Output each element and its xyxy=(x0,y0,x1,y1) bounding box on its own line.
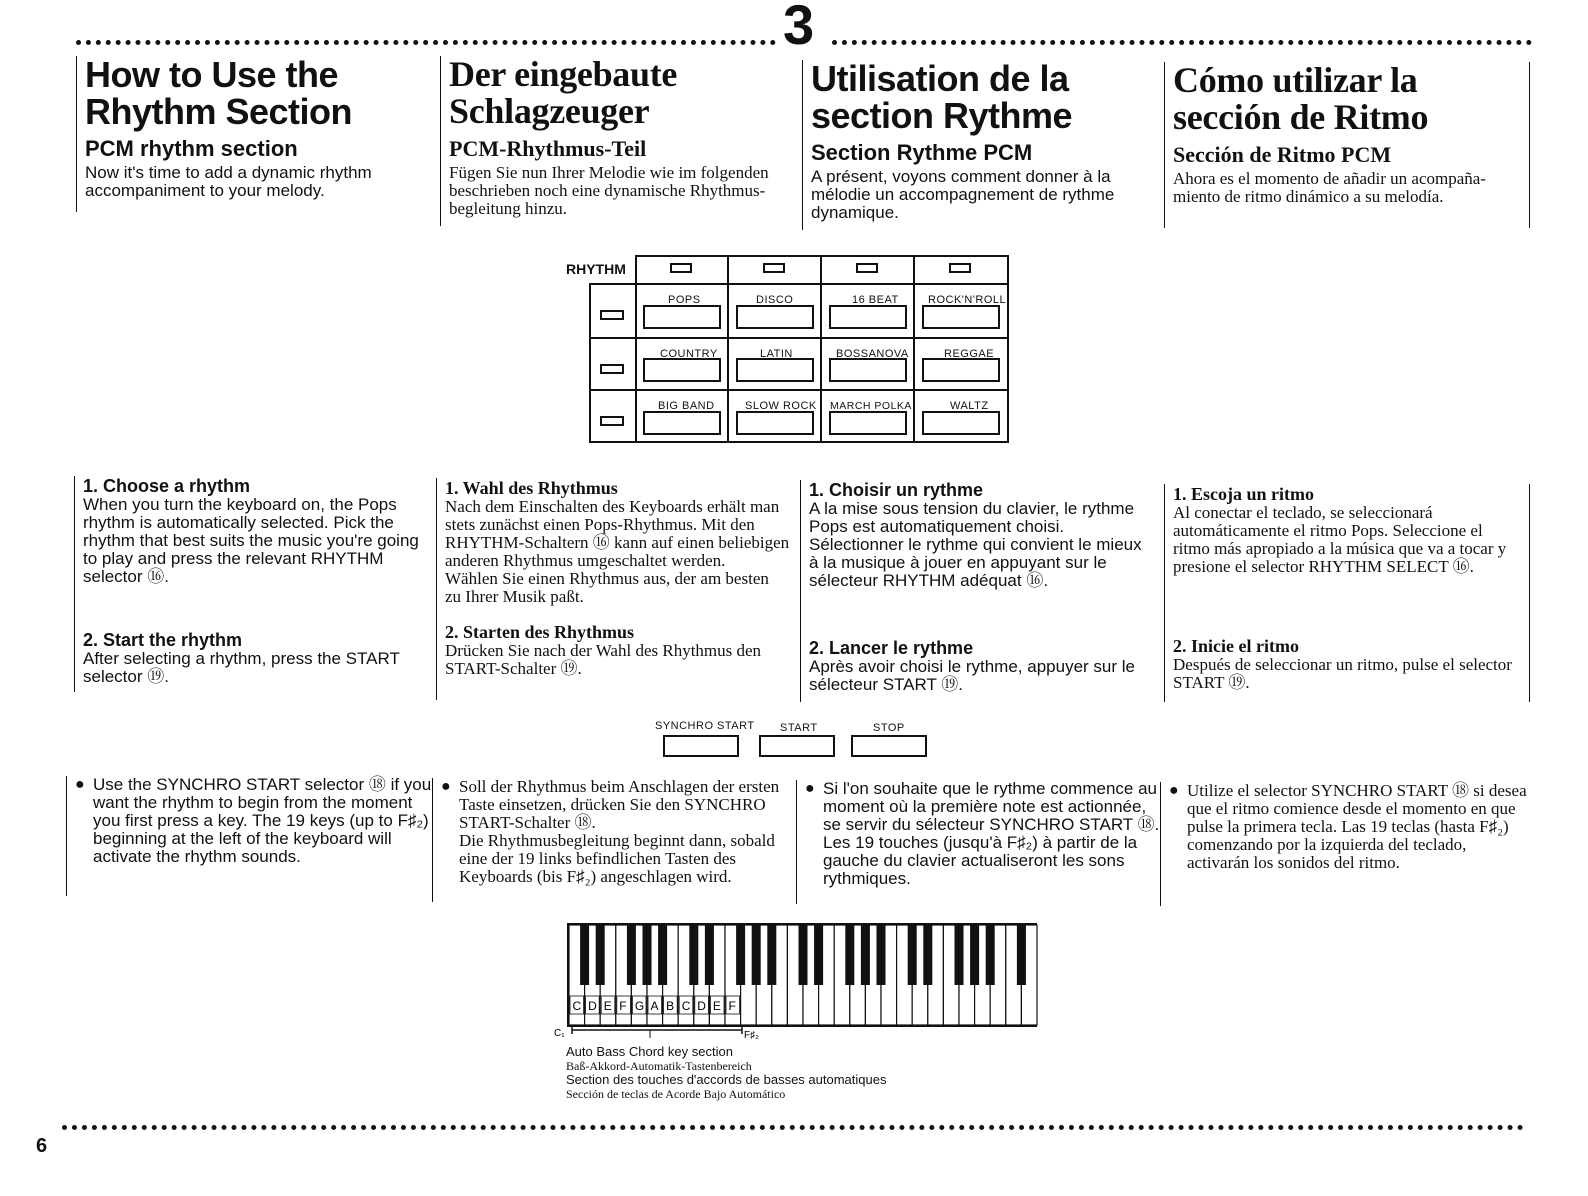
stop-label: STOP xyxy=(873,722,905,734)
column-es-note xyxy=(1160,782,1528,906)
key-letter: D xyxy=(697,999,706,1013)
step2-text-en: After selecting a rhythm, press the START selector ⑲. xyxy=(83,649,400,686)
title-de: Der eingebaute Schlagzeuger xyxy=(449,54,678,131)
column-es-header xyxy=(1164,62,1530,228)
note-es: Utilize el selector SYNCHRO START ⑱ si desea que el ritmo comience desde el momento en que pulse la primera tecla. Las 19 teclas (hasta F♯₂) comenzando por la izquierda del teclado, activarán los sonidos del ritmo. xyxy=(1187,781,1527,872)
black-key xyxy=(1017,925,1026,985)
rhythm-slowrock: SLOW ROCK xyxy=(745,400,817,412)
black-key xyxy=(923,925,932,985)
intro-de: Fügen Sie nun Ihrer Melodie wie im folgenden beschrieben noch eine dynamische Rhythmus-begleitung hinzu. xyxy=(449,163,769,218)
black-key xyxy=(752,925,761,985)
intro-es: Ahora es el momento de añadir un acompaña-miento de ritmo dinámico a su melodía. xyxy=(1173,169,1486,206)
black-key xyxy=(955,925,964,985)
black-key xyxy=(970,925,979,985)
black-key xyxy=(627,925,636,985)
subtitle-en: PCM rhythm section xyxy=(85,136,298,161)
column-de-note xyxy=(432,778,798,902)
note2-de: Die Rhythmusbegleitung beginnt dann, sobald eine der 19 links befindlichen Tasten des Keyboards (bis F♯₂) angeschlagen wird. xyxy=(459,831,775,886)
title-es: Cómo utilizar la sección de Ritmo xyxy=(1173,60,1429,137)
step2-title-de: 2. Starten des Rhythmus xyxy=(445,622,635,642)
range-start-label: C₁ xyxy=(554,1028,565,1039)
black-key xyxy=(861,925,870,985)
rhythm-16beat: 16 BEAT xyxy=(852,294,899,306)
black-key xyxy=(689,925,698,985)
bottom-dotted-rule xyxy=(62,1125,1524,1130)
key-letter: F xyxy=(619,999,627,1013)
column-de-header xyxy=(440,56,800,226)
key-letter: B xyxy=(666,999,675,1013)
key-letter: C xyxy=(681,999,691,1013)
note-fr: Si l'on souhaite que le rythme commence au moment où la première note est actionnée, se servir du sélecteur SYNCHRO START ⑱. Les 19 touches (jusqu'à F♯₂) à partir de la gauche du clavier actualiseront les sons rythmiques. xyxy=(823,779,1160,888)
rhythm-reggae: REGGAE xyxy=(944,348,995,360)
black-key xyxy=(877,925,886,985)
step1-text-de: Nach dem Einschalten des Keyboards erhält man stets zunächst einen Pops-Rhythmus. Mit den RHYTHM-Schaltern ⑯ kann auf einen beliebigen anderen Rhythmus umgeschaltet werden. xyxy=(445,497,790,570)
title-en: How to Use the Rhythm Section xyxy=(85,54,353,132)
key-letter: E xyxy=(603,999,612,1013)
bullet-icon: ● xyxy=(805,780,815,797)
intro-en: Now it's time to add a dynamic rhythm accompaniment to your melody. xyxy=(85,163,372,200)
chapter-marker: 3 xyxy=(783,0,813,56)
page-number: 6 xyxy=(36,1135,48,1157)
step1-text-es: Al conectar el teclado, se seleccionará automáticamente el ritmo Pops. Seleccione el ritmo más apropiado a la música que va a tocar y presione el selector RHYTHM SELECT ⑯. xyxy=(1173,503,1507,576)
column-en-note xyxy=(66,775,432,896)
bullet-icon: ● xyxy=(441,778,451,795)
column-de-steps xyxy=(436,478,798,700)
key-letter: D xyxy=(588,999,597,1013)
control-buttons xyxy=(660,734,930,758)
step2-text-de: Drücken Sie nach der Wahl des Rhythmus den START-Schalter ⑲. xyxy=(445,641,762,678)
note-en: Use the SYNCHRO START selector ⑱ if you want the rhythm to begin from the moment you first press a key. The 19 keys (up to F♯₂) beginning at the left of the keyboard will activate the rhythm sounds. xyxy=(93,775,432,866)
step2-title-en: 2. Start the rhythm xyxy=(83,630,243,650)
keyboard-caption-fr: Section des touches d'accords de basses automatiques xyxy=(566,1072,887,1087)
keyboard-diagram xyxy=(554,922,1046,1046)
rhythm-latin: LATIN xyxy=(760,348,793,360)
black-key xyxy=(658,925,667,985)
black-key xyxy=(986,925,995,985)
black-key xyxy=(767,925,776,985)
key-letter: A xyxy=(650,999,659,1013)
key-letter: C xyxy=(572,999,582,1013)
black-key xyxy=(580,925,589,985)
start-label: START xyxy=(780,722,818,734)
keyboard-caption-en: Auto Bass Chord key section xyxy=(566,1044,733,1059)
step1-text2-de: Wählen Sie einen Rhythmus aus, der am besten zu Ihrer Musik paßt. xyxy=(445,569,769,606)
black-key xyxy=(908,925,917,985)
synchro-start-label: SYNCHRO START xyxy=(655,720,755,732)
rhythm-country: COUNTRY xyxy=(660,348,718,360)
rhythm-disco: DISCO xyxy=(756,294,794,306)
rhythm-marchpolka: MARCH POLKA xyxy=(830,400,912,412)
keyboard-caption-de: Baß-Akkord-Automatik-Tastenbereich xyxy=(566,1059,752,1073)
step2-text-es: Después de seleccionar un ritmo, pulse el selector START ⑲. xyxy=(1173,655,1512,692)
rhythm-rocknroll: ROCK'N'ROLL xyxy=(928,294,1007,306)
step2-title-es: 2. Inicie el ritmo xyxy=(1173,636,1299,656)
top-dotted-rule-right xyxy=(832,40,1532,45)
key-letter: G xyxy=(634,999,645,1013)
rhythm-waltz: WALTZ xyxy=(950,400,989,412)
step1-title-de: 1. Wahl des Rhythmus xyxy=(445,478,618,498)
black-key xyxy=(814,925,823,985)
column-fr-header xyxy=(802,60,1152,230)
column-en-header xyxy=(76,56,416,212)
key-letter: E xyxy=(712,999,721,1013)
black-key xyxy=(736,925,745,985)
black-key xyxy=(705,925,714,985)
key-letter: F xyxy=(728,999,736,1013)
black-key xyxy=(845,925,854,985)
column-es-steps xyxy=(1164,484,1530,702)
step1-title-fr: 1. Choisir un rythme xyxy=(809,480,984,500)
top-dotted-rule xyxy=(76,40,776,45)
title-fr: Utilisation de la section Rythme xyxy=(811,58,1073,136)
intro-fr: A présent, voyons comment donner à la mélodie un accompagnement de rythme dynamique. xyxy=(811,167,1115,222)
subtitle-fr: Section Rythme PCM xyxy=(811,140,1033,165)
black-key xyxy=(643,925,652,985)
black-key xyxy=(596,925,605,985)
step2-title-fr: 2. Lancer le rythme xyxy=(809,638,974,658)
step2-text-fr: Après avoir choisi le rythme, appuyer sur le sélecteur START ⑲. xyxy=(809,657,1135,694)
note-de: Soll der Rhythmus beim Anschlagen der ersten Taste einsetzen, drücken Sie den SYNCHRO START-Schalter ⑱. xyxy=(459,777,780,832)
column-en-steps xyxy=(74,476,430,692)
column-fr-note xyxy=(796,779,1160,904)
subtitle-de: PCM-Rhythmus-Teil xyxy=(449,136,647,161)
column-fr-steps xyxy=(800,480,1160,702)
black-key xyxy=(799,925,808,985)
rhythm-panel-label: RHYTHM xyxy=(566,261,626,277)
keyboard-caption-es: Sección de teclas de Acorde Bajo Automático xyxy=(566,1087,786,1101)
subtitle-es: Sección de Ritmo PCM xyxy=(1173,142,1392,167)
bullet-icon: ● xyxy=(75,776,85,793)
step1-text-en: When you turn the keyboard on, the Pops rhythm is automatically selected. Pick the rhythm that best suits the music you're going to play and press the relevant RHYTHM selector ⑯. xyxy=(83,495,419,586)
step1-title-en: 1. Choose a rhythm xyxy=(83,476,251,496)
bullet-icon: ● xyxy=(1169,782,1179,799)
rhythm-bossanova: BOSSANOVA xyxy=(836,348,909,360)
step1-text-fr: A la mise sous tension du clavier, le rythme Pops est automatiquement choisi. Sélectionner le rythme qui convient le mieux à la musique à jouer en appuyant sur le sélecteur RHYTHM adéquat ⑯. xyxy=(809,499,1142,590)
range-end-label: F♯₂ xyxy=(744,1030,759,1041)
rhythm-bigband: BIG BAND xyxy=(658,400,715,412)
step1-title-es: 1. Escoja un ritmo xyxy=(1173,484,1314,504)
rhythm-pops: POPS xyxy=(668,294,701,306)
